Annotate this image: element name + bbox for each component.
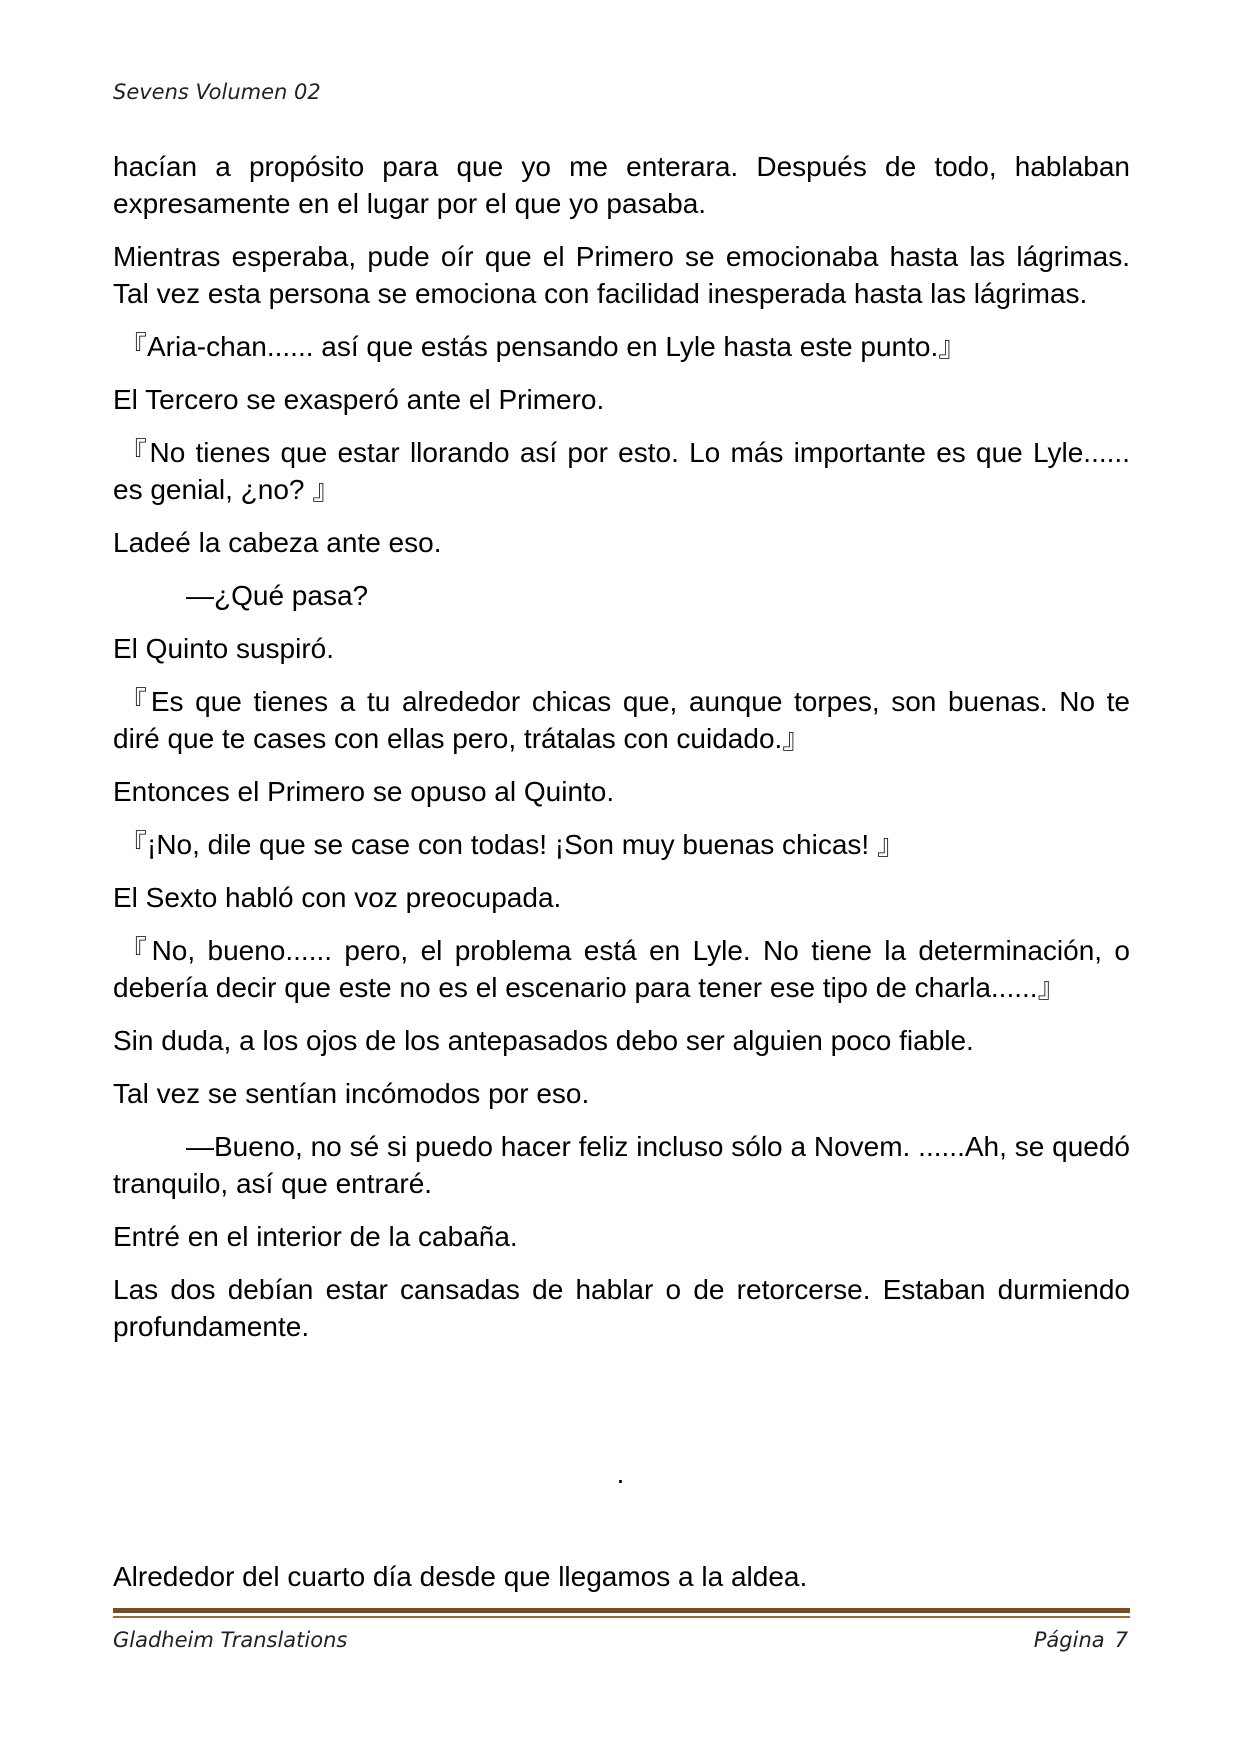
footer-rule — [113, 1608, 1130, 1613]
dialogue-paragraph: 『No tienes que estar llorando así por esto. Lo más importante es que Lyle...... es genial, ¿no? 』 — [113, 437, 1130, 505]
body-text — [113, 148, 1130, 1361]
page-label: Página — [1033, 1628, 1105, 1652]
paragraph: Sin duda, a los ojos de los antepasados debo ser alguien poco fiable. — [113, 1025, 974, 1056]
paragraph: El Quinto suspiró. — [113, 633, 334, 664]
speech-paragraph: —¿Qué pasa? — [186, 580, 369, 611]
page-number-value: 7 — [1114, 1628, 1128, 1652]
paragraph: El Tercero se exasperó ante el Primero. — [113, 384, 605, 415]
paragraph: Alrededor del cuarto día desde que llegamos a la aldea. — [113, 1561, 808, 1592]
running-header: Sevens Volumen 02 — [113, 80, 321, 104]
dialogue-paragraph: 『No, bueno...... pero, el problema está en Lyle. No tiene la determinación, o debería decir que este no es el escenario para tener ese tipo de charla......』 — [113, 935, 1130, 1003]
paragraph: Las dos debían estar cansadas de hablar o de retorcerse. Estaban durmiendo profundamente. — [113, 1274, 1130, 1342]
page-number — [1034, 1628, 1128, 1652]
speech-paragraph: —Bueno, no sé si puedo hacer feliz incluso sólo a Novem. ......Ah, se quedó tranquilo, así que entraré. — [113, 1131, 1130, 1199]
dialogue-paragraph: 『¡No, dile que se case con todas! ¡Son muy buenas chicas! 』 — [119, 829, 905, 860]
paragraph: Ladeé la cabeza ante eso. — [113, 527, 442, 558]
footer-credit: Gladheim Translations — [113, 1628, 348, 1652]
footer-rule-thin — [113, 1616, 1130, 1618]
paragraph: Tal vez se sentían incómodos por eso. — [113, 1078, 590, 1109]
paragraph: hacían a propósito para que yo me enterara. Después de todo, hablaban expresamente en el lugar por el que yo pasaba. — [113, 151, 1130, 219]
dialogue-paragraph: 『Aria-chan...... así que estás pensando en Lyle hasta este punto.』 — [119, 331, 967, 362]
paragraph: Entonces el Primero se opuso al Quinto. — [113, 776, 615, 807]
paragraph: Mientras esperaba, pude oír que el Primero se emocionaba hasta las lágrimas. Tal vez esta persona se emociona con facilidad inesperada hasta las lágrimas. — [113, 241, 1130, 309]
paragraph: El Sexto habló con voz preocupada. — [113, 882, 562, 913]
scene-separator: . — [616, 1458, 625, 1489]
paragraph: Entré en el interior de la cabaña. — [113, 1221, 518, 1252]
dialogue-paragraph: 『Es que tienes a tu alrededor chicas que, aunque torpes, son buenas. No te diré que te cases con ellas pero, trátalas con cuidado.』 — [113, 686, 1130, 754]
